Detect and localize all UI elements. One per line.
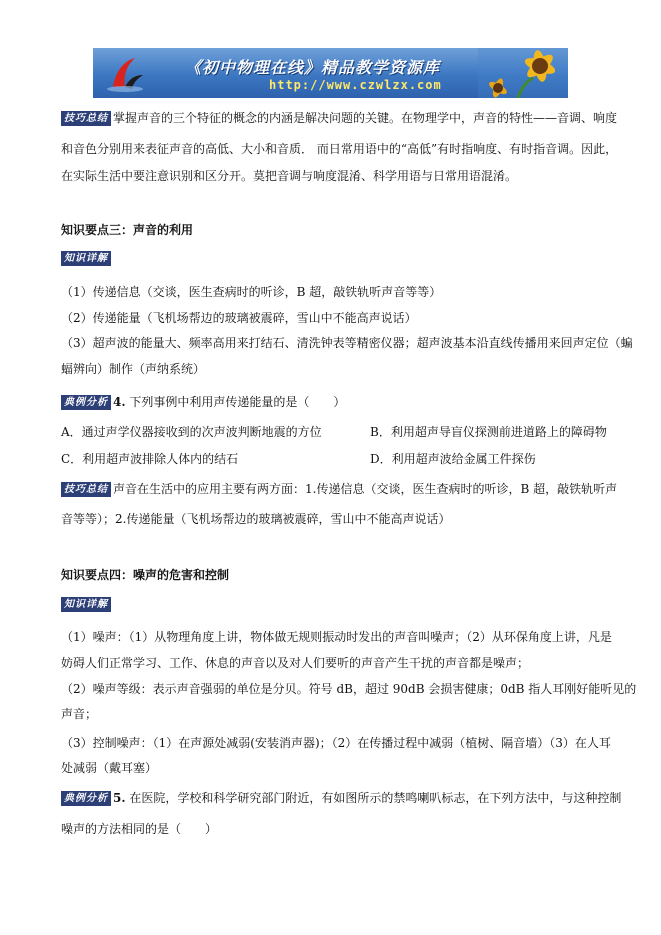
noise-line-1b: 妨碍人们正常学习、工作、休息的声音以及对人们要听的声音产生干扰的声音都是噪声；	[61, 656, 530, 670]
noise-line-3a: （3）控制噪声：（1）在声源处减弱(安装消声器)；（2）在传播过程中减弱（植树、隔音墙）（3）在人耳	[61, 736, 611, 750]
option-d: D．利用超声波给金属工件探伤	[370, 452, 536, 466]
header-banner	[93, 48, 568, 98]
question-number: 4.	[113, 395, 126, 409]
section-heading-4: 知识要点四：噪声的危害和控制	[61, 568, 230, 582]
tips-badge: 技巧总结	[61, 482, 111, 497]
option-c: C．利用超声波排除人体内的结石	[61, 452, 239, 466]
option-a: A．通过声学仪器接收到的次声波判断地震的方位	[61, 425, 322, 439]
usage-line-2: （2）传递能量（飞机场帮边的玻璃被震碎，雪山中不能高声说话）	[61, 311, 417, 325]
tips-paragraph-1-line-1	[61, 110, 617, 126]
banner-url: http://www.czwlzx.com	[269, 78, 442, 92]
usage-line-3a: （3）超声波的能量大、频率高用来打结石、清洗钟表等精密仪器；超声波基本沿直线传播用来回声定位（蝙	[61, 336, 633, 350]
example-badge: 典例分析	[61, 395, 111, 410]
tips-paragraph-1-line-3: 在实际生活中要注意识别和区分开。莫把音调与响度混淆、科学用语与日常用语混淆。	[61, 169, 518, 183]
knowledge-badge-row-2	[61, 596, 113, 612]
banner-title: 《初中物理在线》精品教学资源库	[185, 58, 441, 77]
tips-paragraph-2-line-1	[61, 481, 617, 497]
question-text: 在医院，学校和科学研究部门附近，有如图所示的禁鸣喇叭标志，在下列方法中，与这种控制	[125, 791, 622, 805]
option-b: B．利用超声导盲仪探测前进道路上的障碍物	[370, 425, 607, 439]
knowledge-badge-row	[61, 250, 113, 266]
section-heading-3: 知识要点三：声音的利用	[61, 223, 194, 237]
question-text: 下列事例中利用声传递能量的是（ ）	[125, 395, 346, 409]
noise-line-2b: 声音；	[61, 707, 98, 721]
tips-badge: 技巧总结	[61, 111, 111, 126]
usage-line-3b: 蝠辨向）制作（声纳系统）	[61, 362, 206, 376]
question-5-line-2: 噪声的方法相同的是（ ）	[61, 822, 218, 836]
knowledge-badge: 知识详解	[61, 251, 111, 266]
question-number: 5.	[113, 791, 126, 805]
tips-paragraph-2-line-2: 音等等）；2.传递能量（飞机场帮边的玻璃被震碎，雪山中不能高声说话）	[61, 512, 451, 526]
noise-line-2a: （2）噪声等级：表示声音强弱的单位是分贝。符号 dB，超过 90dB 会损害健康；0dB 指人耳刚好能听见的	[61, 682, 637, 696]
question-5-line-1	[61, 790, 621, 806]
noise-line-3b: 处减弱（戴耳塞）	[61, 761, 158, 775]
example-badge: 典例分析	[61, 791, 111, 806]
usage-line-1: （1）传递信息（交谈，医生查病时的听诊，B 超，敲铁轨听声音等等）	[61, 285, 442, 299]
red-swoosh-logo-icon	[105, 55, 145, 93]
tips-paragraph-1-line-2: 和音色分别用来表征声音的高低、大小和音质． 而日常用语中的“高低”有时指响度、有时指音调。因此，	[61, 142, 618, 156]
noise-line-1a: （1）噪声：（1）从物理角度上讲，物体做无规则振动时发出的声音叫噪声；（2）从环保角度上讲，凡是	[61, 630, 612, 644]
text: 掌握声音的三个特征的概念的内涵是解决问题的关键。在物理学中，声音的特性——音调、响度	[113, 111, 618, 125]
text: 声音在生活中的应用主要有两方面：1.传递信息（交谈，医生查病时的听诊，B 超，敲铁轨听声	[113, 482, 618, 496]
question-4	[61, 394, 345, 410]
knowledge-badge: 知识详解	[61, 597, 111, 612]
sunflower-icon	[478, 48, 568, 98]
